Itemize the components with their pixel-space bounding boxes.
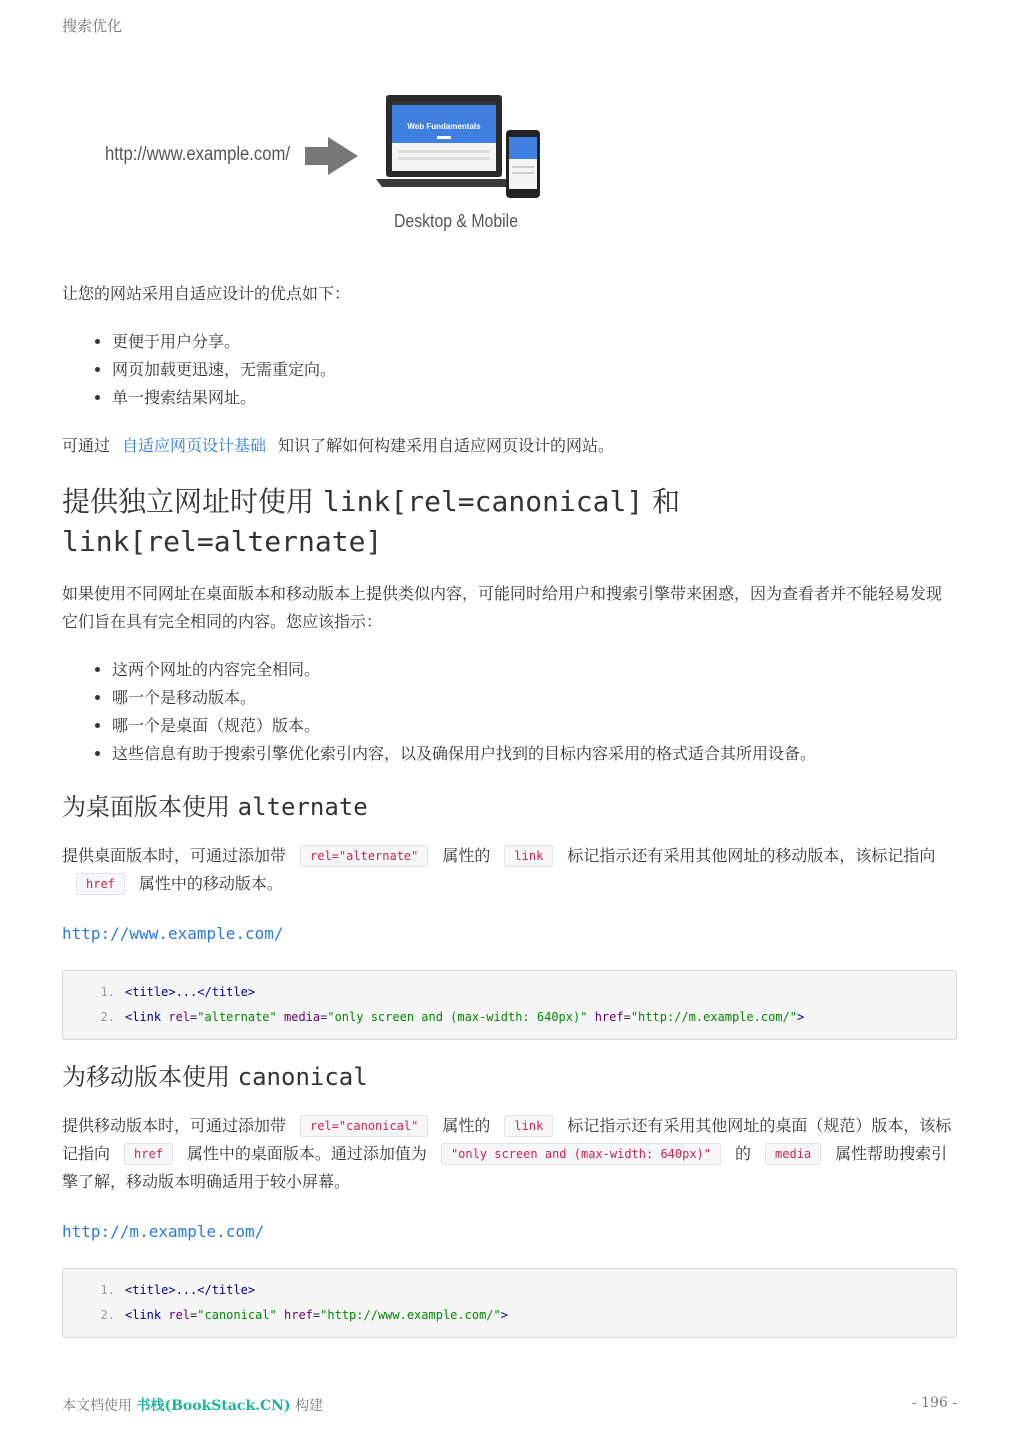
hero-caption: Desktop & Mobile [394, 211, 518, 231]
list-item: • 这些信息有助于搜索引擎优化索引内容，以及确保用户找到的目标内容采用的格式适合其所用设备。 [112, 740, 957, 768]
main-content [62, 280, 957, 1338]
hero-url-label: http://www.example.com/ [105, 144, 291, 165]
inline-code: rel="alternate" [300, 845, 428, 867]
phone-icon [506, 130, 540, 198]
inline-code: link [504, 845, 553, 867]
arrow-right-icon [305, 137, 358, 175]
page-footer: 本文档使用 书栈(BookStack.CN) 构建 [62, 1398, 324, 1414]
code-line: 2. <link rel="alternate" media="only screen and (max-width: 640px)" href="http://m.example.com/"> [100, 1010, 805, 1024]
list-item: • 这两个网址的内容完全相同。 [112, 656, 957, 684]
code-line: 1. <title>...</title> [100, 985, 256, 999]
inline-code: media [765, 1143, 821, 1165]
code-line: 1. <title>...</title> [100, 1283, 256, 1297]
benefits-list [62, 328, 957, 412]
list-item: • 哪一个是桌面（规范）版本。 [112, 712, 957, 740]
list-item: • 网页加载更迅速，无需重定向。 [112, 356, 957, 384]
hero-screen-title: Web Fundamentals [407, 122, 481, 131]
page-number: - 196 - [911, 1395, 957, 1411]
list-item: • 单一搜索结果网址。 [112, 384, 957, 412]
bookstack-link[interactable]: 书栈(BookStack.CN) [136, 1398, 291, 1414]
section-paragraph: 如果使用不同网址在桌面版本和移动版本上提供类似内容，可能同时给用户和搜索引擎带来困惑，因为查看者并不能轻易发现它们旨在具有完全相同的内容。您应该指示： [62, 584, 943, 631]
learn-more-paragraph: 可通过 自适应网页设计基础 知识了解如何构建采用自适应网页设计的网站。 [62, 436, 615, 455]
code-line: 2. <link rel="canonical" href="http://www.example.com/"> [100, 1308, 508, 1322]
inline-code: href [124, 1143, 173, 1165]
section-heading-urls: 提供独立网址时使用 link[rel=canonical] 和 link[rel=alternate] [62, 485, 681, 558]
hero-illustration [100, 90, 560, 240]
mobile-url: http://m.example.com/ [62, 1222, 265, 1241]
list-item: • 哪一个是移动版本。 [112, 684, 957, 712]
desktop-paragraph: 提供桌面版本时，可通过添加带 rel="alternate" 属性的 link 标记指示还有采用其他网址的移动版本，该标记指向href 属性中的移动版本。 [62, 846, 936, 893]
desktop-url: http://www.example.com/ [62, 924, 284, 943]
mobile-paragraph: 提供移动版本时，可通过添加带 rel="canonical" 属性的 link 标记指示还有采用其他网址的桌面（规范）版本，该标记指向 href 属性中的桌面版本。通过添加值为 "only screen and (max-width: 640px)" 的 media 属性帮助搜索引擎了解，移动版本明确适用于较小屏幕。 [62, 1116, 952, 1191]
desktop-heading: 为桌面版本使用 alternate [62, 793, 368, 821]
list-item: • 更便于用户分享。 [112, 328, 957, 356]
responsive-basics-link[interactable]: 自适应网页设计基础 [122, 436, 267, 455]
inline-code: rel="canonical" [300, 1115, 428, 1137]
desktop-code-block [62, 970, 957, 1040]
inline-code: href [76, 873, 125, 895]
inline-code: link [504, 1115, 553, 1137]
indicate-list [62, 656, 957, 768]
laptop-icon [376, 95, 512, 187]
mobile-code-block [62, 1268, 957, 1338]
inline-code: "only screen and (max-width: 640px)" [441, 1143, 721, 1165]
benefits-lead: 让您的网站采用自适应设计的优点如下： [62, 284, 351, 303]
mobile-heading: 为移动版本使用 canonical [62, 1063, 368, 1091]
page-header: 搜索优化 [62, 17, 123, 35]
